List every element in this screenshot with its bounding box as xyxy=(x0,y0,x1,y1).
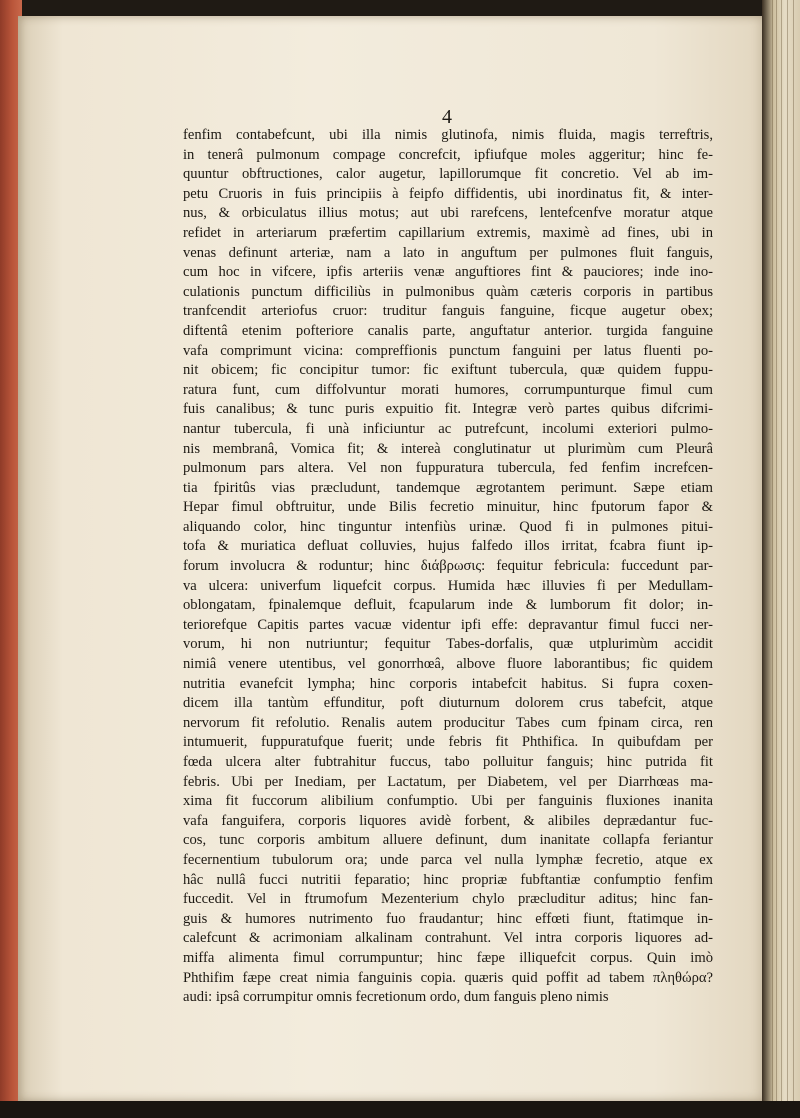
text-line: febris. Ubi per Inediam, per Lactatum, per Diabetem, vel per Diarrhœas ma- xyxy=(183,773,713,790)
text-line: ratura funt, cum diffolvuntur morati humores, corrumpunturque fimul cum xyxy=(183,381,713,398)
text-line: oblongatam, fpinalemque defluit, fcapularum inde & lumborum fit dolor; in- xyxy=(183,597,713,614)
text-line: nervorum fit refolutio. Renalis autem producitur Tabes cum fpinam circa, ren xyxy=(183,714,713,731)
text-line: forum involucra & roduntur; hinc διάβρωσις: fequitur febricula: fuccedunt par- xyxy=(183,558,713,575)
text-line: refidet in arteriarum præfertim capillarium extremis, maximè ad fines, ubi in xyxy=(183,224,713,241)
text-line: Hepar fimul obftruitur, unde Bilis fecretio minuitur, hinc fputorum fapor & xyxy=(183,499,713,516)
text-line: calefcunt & acrimoniam alkalinam contrahunt. Vel intra corporis liquores ad- xyxy=(183,930,713,947)
text-line: miffa alimenta fimul corrumpuntur; hinc fæpe illiquefcit corpus. Quin imò xyxy=(183,949,713,966)
text-line: cum hoc in vifcere, ipfis arteriis venæ anguftiores fint & pauciores; inde ino- xyxy=(183,264,713,281)
text-line: tofa & muriatica defluat colluvies, hujus falfedo illos irritat, fcabra fiunt ip- xyxy=(183,538,713,555)
scan-bottom-band xyxy=(0,1101,800,1118)
text-line: nus, & orbiculatus illius motus; aut ubi rarefcens, lentefcenfve moratur atque xyxy=(183,205,713,222)
page-stack-right-edge xyxy=(762,0,800,1118)
text-line: nantur tubercula, fi unà inficiuntur ac putrefcunt, incolumi exteriori pulmo- xyxy=(183,420,713,437)
text-line: vafa comprimunt vicina: compreffionis punctum fanguini per latus fluenti po- xyxy=(183,342,713,359)
text-line: fuis canalibus; & tunc puris expuitio fit. Integræ verò partes quibus difcrimi- xyxy=(183,401,713,418)
text-line: tia fpiritûs vias præcludunt, tandemque ægrotantem perimunt. Sæpe etiam xyxy=(183,479,713,496)
text-line: in tenerâ pulmonum compage concrefcit, ipfiufque moles aggeritur; hinc fe- xyxy=(183,146,713,163)
text-line: fœda ulcera alter fubtrahitur fuccus, tabo polluitur fanguis; hinc putrida fit xyxy=(183,754,713,770)
text-line: fecernentium tubulorum ora; unde parca vel nulla lymphæ fecretio, atque ex xyxy=(183,851,713,868)
text-line: culationis punctum difficiliùs in pulmonibus quàm cæteris corporis in partibus xyxy=(183,283,713,300)
text-line: quuntur obftructiones, calor augetur, lapillorumque fit concretio. Vel ab im- xyxy=(183,166,713,183)
text-line: fuccedit. Vel in ftrumofum Mezenterium chylo præcluditur aditus; hinc fan- xyxy=(183,891,713,908)
text-line: guis & humores nutrimento fuo fraudantur; hinc effœti fiunt, ftatimque in- xyxy=(183,910,713,927)
text-line: diftentâ etenim pofteriore canalis parte, anguftatur anterior. turgida fanguine xyxy=(183,322,713,339)
text-line: fenfim contabefcunt, ubi illa nimis glutinofa, nimis fluida, magis terreftris, xyxy=(183,127,713,143)
text-line: hâc nullâ fucci nutritii feparatio; hinc propriæ fubftantiæ confumptio fenfim xyxy=(183,871,713,888)
text-line: va ulcera: univerfum liquefcit corpus. Humida hæc illuvies fi per Medullam- xyxy=(183,577,713,594)
text-line: pulmonum pars altera. Vel non fuppuratura tubercula, fed fenfim increfcen- xyxy=(183,460,713,477)
text-line: cos, tunc corporis ambitum alluere definunt, dum inanitate collapfa feriantur xyxy=(183,832,713,849)
text-line: xima fit fuccorum alibilium confumptio. Ubi per fanguinis fluxiones inanita xyxy=(183,793,713,810)
text-line: Phthifim fæpe creat nimia fanguinis copia. quæris quid poffit ad tabem πληθώρα? xyxy=(183,969,713,986)
text-line: vorum, hi non nutriuntur; fequitur Tabes-dorfalis, quæ utplurimùm accidit xyxy=(183,636,713,653)
text-line: audi: ipsâ corrumpitur omnis fecretionum ordo, dum fanguis pleno nimis xyxy=(183,989,609,1006)
text-line: dicem illa tantùm effunditur, poft diuturnum dolorem crus tabefcit, atque xyxy=(183,695,713,712)
text-line: nis membranâ, Vomica fit; & intereà conglutinatur ut plurimùm cum Pleurâ xyxy=(183,440,713,457)
body-text xyxy=(183,126,713,1008)
text-line: intumuerit, fuppuratufque fuerit; unde febris fit Phthifica. In quibufdam per xyxy=(183,734,713,751)
text-line: petu Cruoris in fuis principiis à feipfo diffidentis, ubi inordinatus fit, & inter- xyxy=(183,185,713,202)
text-line: teriorefque Capitis partes vacuæ videntur ipfi effe: depravantur fimul fucci ner- xyxy=(183,616,713,633)
text-line: venas definunt arteriæ, nam a lato in anguftum per pulmones fluit fanguis, xyxy=(183,244,713,261)
text-line: tranfcendit arteriofus cruor: truditur fanguis fanguine, ficque augetur obex; xyxy=(183,303,713,320)
page-number: 4 xyxy=(442,106,452,128)
text-line: nimiâ venere utentibus, vel gonorrhœâ, albove fluore laborantibus; fic quidem xyxy=(183,656,713,673)
text-line: nit obicem; fic concipitur tumor: fic exiftunt tubercula, quæ quidem fuppu- xyxy=(183,362,713,379)
text-line: vafa fanguifera, corporis liquores avidè forbent, & alibiles deprædantur fuc- xyxy=(183,812,713,829)
text-line: aliquando color, hinc tinguntur intenfiùs urinæ. Quod fi in pulmones pitui- xyxy=(183,518,713,535)
text-line: nutritia evanefcit lympha; hinc corporis intabefcit habitus. Si fupra coxen- xyxy=(183,675,713,692)
